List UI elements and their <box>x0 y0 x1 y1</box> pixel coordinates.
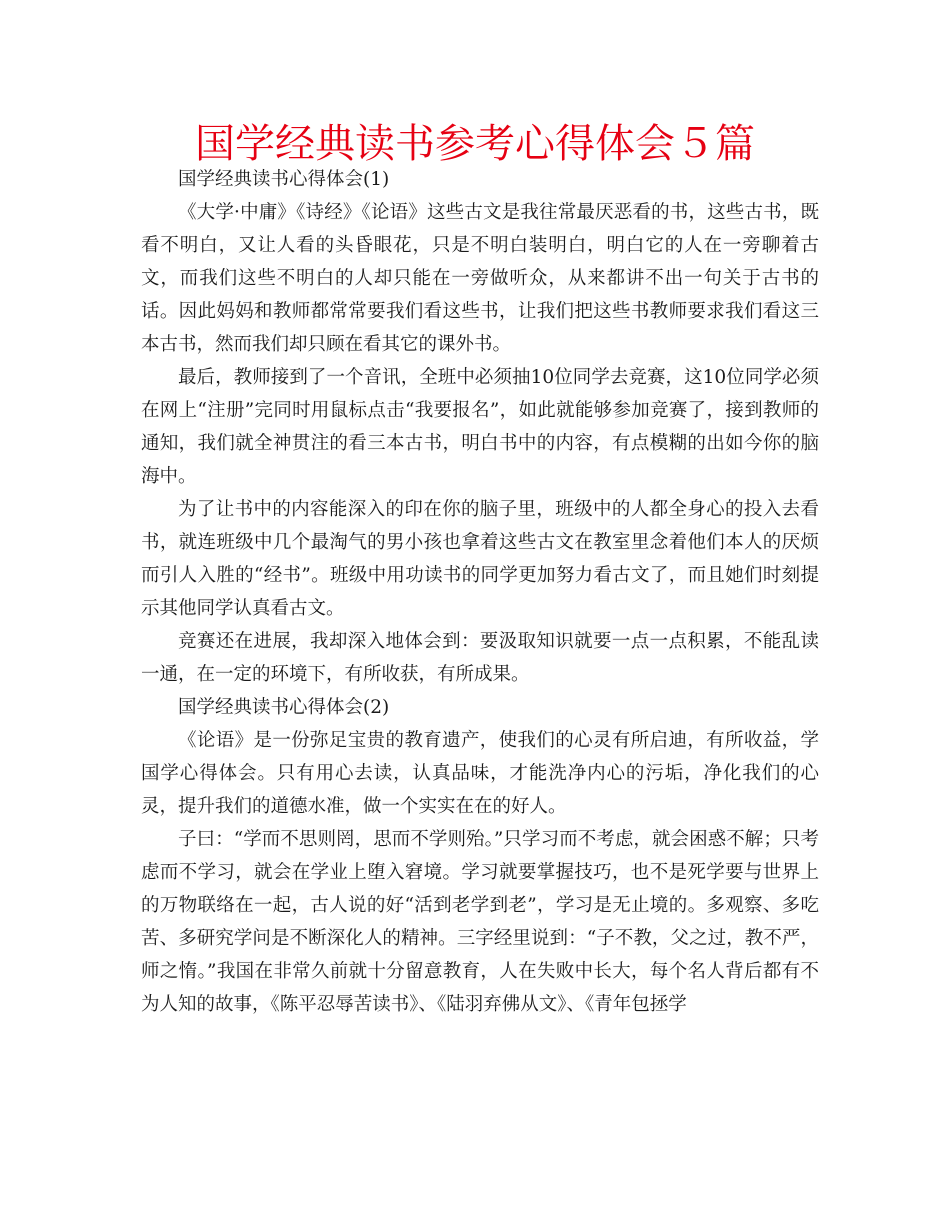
section-heading: 国学经典读书心得体会(2) <box>178 697 390 718</box>
document-title: 国学经典读书参考心得体会５篇 <box>195 121 755 167</box>
paragraph: 竞赛还在进展，我却深入地体会到：要汲取知识就要一点一点积累，不能乱读一通，在一定的环境下，有所收获，有所成果。 <box>141 631 819 685</box>
document-body <box>141 163 819 1021</box>
section-heading: 国学经典读书心得体会(1) <box>178 169 390 190</box>
paragraph: 《论语》是一份弥足宝贵的教育遗产，使我们的心灵有所启迪，有所收益，学国学心得体会。只有用心去读，认真品味，才能洗净内心的污垢，净化我们的心灵，提升我们的道德水准，做一个实实在在的好人。 <box>141 730 819 817</box>
paragraph: 《大学·中庸》《诗经》《论语》这些古文是我往常最厌恶看的书，这些古书，既看不明白，又让人看的头昏眼花，只是不明白装明白，明白它的人在一旁聊着古文，而我们这些不明白的人却只能在一旁做听众，从来都讲不出一句关于古书的话。因此妈妈和教师都常常要我们看这些书，让我们把这些书教师要求我们看这三本古书，然而我们却只顾在看其它的课外书。 <box>141 202 819 355</box>
paragraph: 最后，教师接到了一个音讯，全班中必须抽10位同学去竞赛，这10位同学必须在网上“注册”完同时用鼠标点击“我要报名”，如此就能够参加竞赛了，接到教师的通知，我们就全神贯注的看三本古书，明白书中的内容，有点模糊的出如今你的脑海中。 <box>141 367 819 487</box>
paragraph: 子曰：“学而不思则罔，思而不学则殆。”只学习而不考虑，就会困惑不解；只考虑而不学习，就会在学业上堕入窘境。学习就要掌握技巧，也不是死学要与世界上的万物联络在一起，古人说的好“活到老学到老”，学习是无止境的。多观察、多吃苦、多研究学问是不断深化人的精神。三字经里说到：“子不教，父之过，教不严，师之惰。”我国在非常久前就十分留意教育，人在失败中长大，每个名人背后都有不为人知的故事，《陈平忍辱苦读书》、《陆羽弃佛从文》、《青年包拯学 <box>141 829 819 1015</box>
paragraph: 为了让书中的内容能深入的印在你的脑子里，班级中的人都全身心的投入去看书，就连班级中几个最淘气的男小孩也拿着这些古文在教室里念着他们本人的厌烦而引人入胜的“经书”。班级中用功读书的同学更加努力看古文了，而且她们时刻提示其他同学认真看古文。 <box>141 499 819 619</box>
